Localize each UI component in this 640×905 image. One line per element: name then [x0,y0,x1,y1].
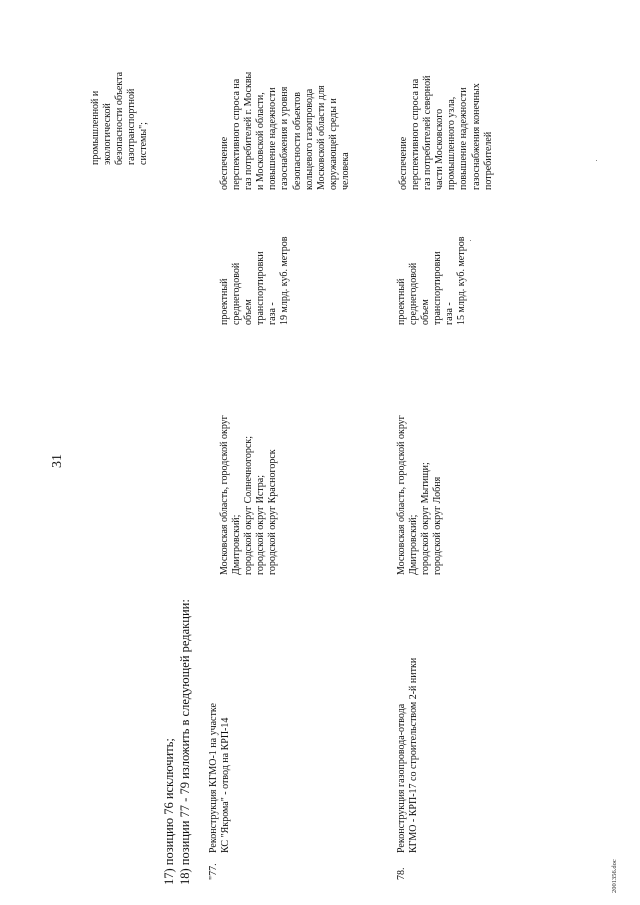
footer-filename: 2001356.doc [611,859,618,893]
row-78-number: 78. [396,867,407,880]
row-77-number: "77. [208,863,219,880]
row-78-name: Реконструкция газопровода-отвода КГМО - КРП-17 со строительством 2-й нитки [396,657,420,853]
instruction-17: 17) позицию 76 исключить; [162,738,176,885]
row-78-capacity: проектный среднегодовой объем транспортировки газа - 15 млрд. куб. метров [396,236,468,325]
previous-row-purpose: промышленной и экологической безопасности объекта газотранспортной системы"; [90,71,150,165]
row-77-name: Реконструкция КГМО-1 на участке КС "Якрома" - отвод на КРП-14 [208,703,232,853]
row-77-purpose: обеспечение перспективного спроса на газ потребителей г. Москвы и Московской области, повышение надежности газоснабжения и уровня безопасности объектов кольцевого газопровода Московской области для окружающей среды и человека [219,71,351,190]
amendment-instructions [161,599,194,885]
page-number: 31 [50,454,65,468]
instruction-18: 18) позиции 77 - 79 изложить в следующей редакции: [178,599,193,885]
row-78-purpose: обеспечение перспективного спроса на газ потребителей северной части Московского промышленного узла, повышение надежности газоснабжения конечных потребителей [398,75,494,190]
row-77-location: Московская область, городской округ Дмитровский; городской округ Солнечногорск; городской округ Истра; городской округ Красногорск [219,415,279,575]
scan-speck [596,160,597,161]
scan-speck [470,240,471,241]
row-77-capacity: проектный среднегодовой объем транспортировки газа - 19 млрд. куб. метров [219,236,291,325]
row-78-location: Московская область, городской округ Дмитровский; городской округ Мытищи; городской округ Лобня [396,415,444,575]
